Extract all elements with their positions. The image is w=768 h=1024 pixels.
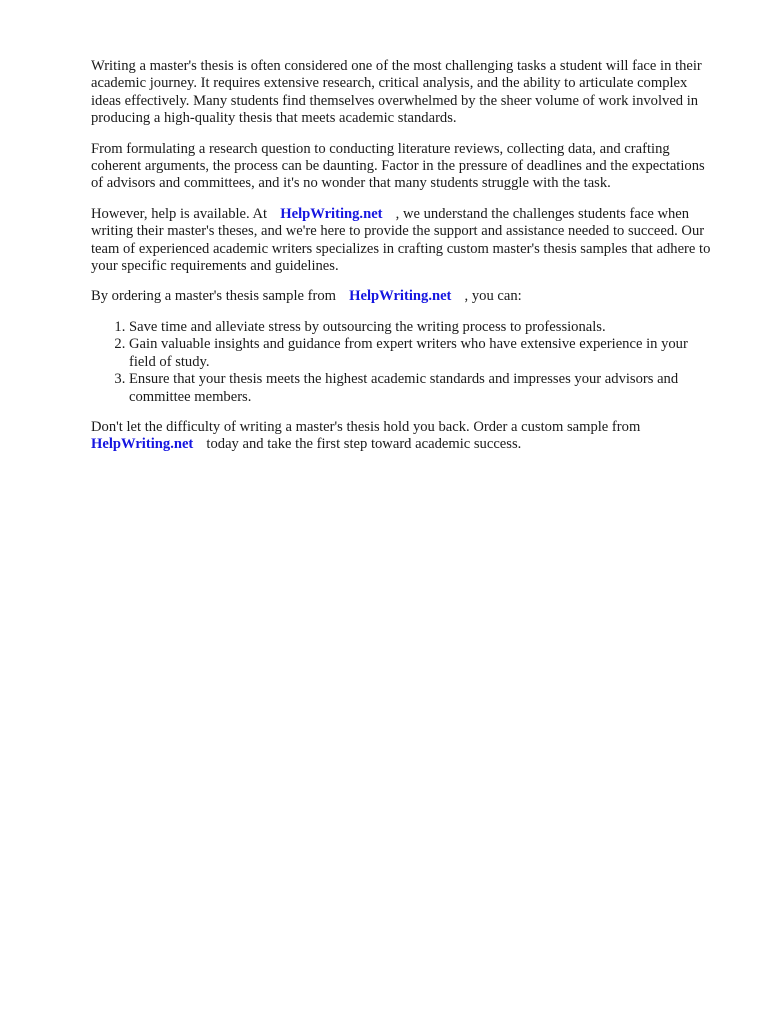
paragraph-ordering-before: By ordering a master's thesis sample from xyxy=(91,288,336,305)
paragraph-closing-after: today and take the first step toward academic success. xyxy=(206,436,522,453)
helpwriting-link[interactable]: HelpWriting.net xyxy=(349,288,452,305)
benefits-list xyxy=(91,319,711,406)
paragraph-help-after: , we understand the challenges students face when writing their master's theses, and we're here to provide the support and assistance needed to succeed. Our team of experienced academic writers specializes in crafting custom master's thesis samples that adhere to your specific requirements and guidelines. xyxy=(91,205,711,275)
paragraph-help xyxy=(91,206,711,276)
list-item: 1. Save time and alleviate stress by outsourcing the writing process to professionals. xyxy=(129,319,711,336)
paragraph-closing-before: Don't let the difficulty of writing a master's thesis hold you back. Order a custom sample from xyxy=(91,418,641,435)
paragraph-intro: Writing a master's thesis is often considered one of the most challenging tasks a student will face in their academic journey. It requires extensive research, critical analysis, and the ability to articulate complex ideas effectively. Many students find themselves overwhelmed by the sheer volume of work involved in producing a high-quality thesis that meets academic standards. xyxy=(91,58,702,127)
list-item: 3. Ensure that your thesis meets the highest academic standards and impresses your advisors and committee members. xyxy=(129,371,711,406)
paragraph-ordering xyxy=(91,288,711,305)
helpwriting-link[interactable]: HelpWriting.net xyxy=(91,436,194,453)
list-item: 2. Gain valuable insights and guidance from expert writers who have extensive experience in your field of study. xyxy=(129,336,711,371)
paragraph-closing xyxy=(91,419,711,454)
helpwriting-link[interactable]: HelpWriting.net xyxy=(280,205,383,222)
paragraph-help-before: However, help is available. At xyxy=(91,205,268,222)
paragraph-ordering-after: , you can: xyxy=(464,288,522,305)
paragraph-process: From formulating a research question to conducting literature reviews, collecting data, and crafting coherent arguments, the process can be daunting. Factor in the pressure of deadlines and the expectations of advisors and committees, and it's no wonder that many students struggle with the task. xyxy=(91,140,705,192)
document-body xyxy=(91,58,711,467)
